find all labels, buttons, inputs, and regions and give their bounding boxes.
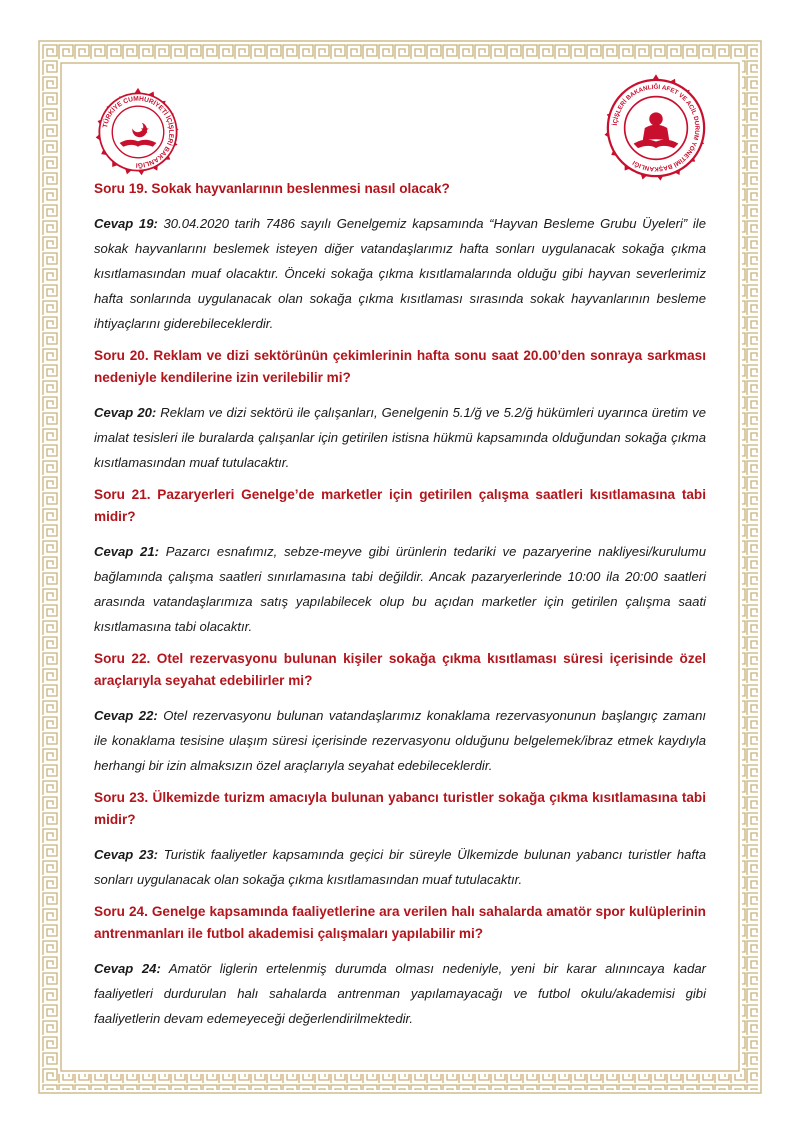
answer-21 [94, 539, 706, 639]
answer-text-19: 30.04.2020 tarih 7486 sayılı Genelgemiz kapsamında “Hayvan Besleme Grubu Üyeleri” ile sokak hayvanlarını beslemek isteyen diğer vatandaşlarımız hafta sonları uygulanacak sokağa çıkma kısıtlamasından muaf olacaktır. Önceki sokağa çıkma kısıtlamalarında olduğu gibi hayvan severlerimiz hafta sonlarında uygulanacak olan sokağa çıkma kısıtlaması sırasında sokak hayvanlarının besleme ihtiyaçlarını giderebileceklerdir. [94, 216, 706, 331]
answer-label-20: Cevap 20: [94, 405, 157, 420]
question-24: Soru 24. Genelge kapsamında faaliyetlerine ara verilen halı sahalarda amatör spor kulüplerinin antrenmanları ile futbol akademisi çalışmaları yapılabilir mi? [94, 904, 706, 941]
seal-right-text: İÇİŞLERİ BAKANLIĞI AFET VE ACİL DURUM YÖNETİMİ BAŞKANLIĞI [611, 83, 701, 173]
answer-label-19: Cevap 19: [94, 216, 158, 231]
answer-19 [94, 211, 706, 336]
answer-text-20: Reklam ve dizi sektörü ile çalışanları, Genelgenin 5.1/ğ ve 5.2/ğ hükümleri uyarınca üretim ve imalat tesisleri ile buralarda çalışanlar için getirilen istisna hükmü kapsamında olduğundan sokağa çıkma kısıtlamasından muaf tutulacaktır. [94, 405, 706, 470]
question-21: Soru 21. Pazaryerleri Genelge’de marketler için getirilen çalışma saatleri kısıtlamasına tabi midir? [94, 487, 706, 524]
question-19: Soru 19. Sokak hayvanlarının beslenmesi nasıl olacak? [94, 181, 450, 196]
answer-text-23: Turistik faaliyetler kapsamında geçici bir süreyle Ülkemizde bulunan yabancı turistler hafta sonları uygulanacak olan sokağa çıkma kısıtlamasından muaf tutulacaktır. [94, 847, 706, 887]
answer-text-24: Amatör liglerin ertelenmiş durumda olması nedeniyle, yeni bir karar alınıncaya kadar faaliyetleri durdurulan halı sahalarda antrenman yapılamayacağı ve futbol okulu/akademisi gibi faaliyetlerin devam edemeyeceği değerlendirilmektedir. [94, 961, 706, 1026]
answer-label-22: Cevap 22: [94, 708, 158, 723]
answer-label-21: Cevap 21: [94, 544, 159, 559]
answer-23 [94, 842, 706, 892]
question-20: Soru 20. Reklam ve dizi sektörünün çekimlerinin hafta sonu saat 20.00’den sonraya sarkması nedeniyle kendilerine izin verilebilir mi? [94, 348, 706, 385]
answer-22 [94, 703, 706, 778]
answer-text-22: Otel rezervasyonu bulunan vatandaşlarımız konaklama rezervasyonunun başlangıç zamanı ile konaklama tesisine ulaşım süresi içerisinde rezervasyonu olduğunu belgelemek/ibraz etmek kaydıyla herhangi bir izin almaksızın özel araçlarıyla seyahat edebileceklerdir. [94, 708, 706, 773]
ministry-seal-left [92, 86, 184, 178]
question-22: Soru 22. Otel rezervasyonu bulunan kişiler sokağa çıkma kısıtlaması süresi içerisinde özel araçlarıyla seyahat edebilirler mi? [94, 651, 706, 688]
seal-left-text: TÜRKİYE CUMHURİYETİ İÇİŞLERİ BAKANLIĞI [101, 95, 175, 169]
answer-label-23: Cevap 23: [94, 847, 158, 862]
answer-24 [94, 956, 706, 1031]
question-23: Soru 23. Ülkemizde turizm amacıyla bulunan yabancı turistler sokağa çıkma kısıtlamasına tabi midir? [94, 790, 706, 827]
answer-text-21: Pazarcı esnafımız, sebze-meyve gibi ürünlerin tedariki ve pazaryerine nakliyesi/kurulumu bağlamında çalışma saatleri sınırlamasına tabi değildir. Ancak pazaryerlerinde 10:00 ila 20:00 saatleri arasında vatandaşlarımıza satış yapılabilecek olup bu açıdan marketler için getirilen çalışma saati kısıtlamasına tabi olacaktır. [94, 544, 706, 634]
answer-label-24: Cevap 24: [94, 961, 161, 976]
faq-content [94, 178, 706, 1040]
ministry-seal-right [600, 72, 712, 184]
answer-20 [94, 400, 706, 475]
